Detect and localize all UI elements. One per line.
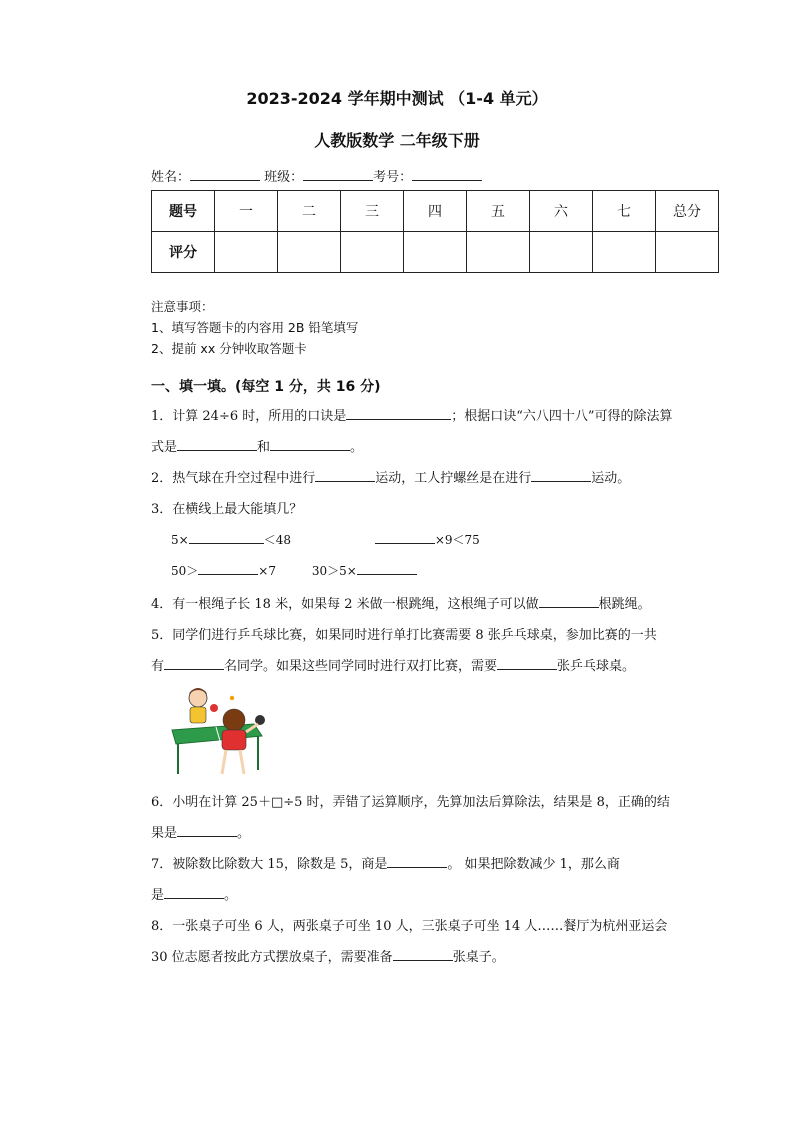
question-text: 1．计算 24÷6 时，所用的口诀是 — [151, 409, 347, 424]
question-5-line-1: 5．同学们进行乒乓球比赛，如果同时进行单打比赛需要 8 张乒乓球桌，参加比赛的一共 — [151, 628, 657, 643]
notes — [151, 296, 358, 359]
question-6-line-1: 6．小明在计算 25＋□÷5 时，弄错了运算顺序，先算加法后算除法，结果是 8，正确的结 — [151, 795, 670, 810]
girl-head — [223, 709, 245, 731]
score-cell: 题号 — [152, 191, 215, 232]
paddle-1 — [210, 704, 218, 712]
notes-heading: 注意事项： — [151, 299, 214, 314]
score-table-header-row — [152, 191, 719, 232]
exam-no-label: 考号： — [373, 170, 413, 185]
ball — [230, 696, 234, 700]
question-3: 3．在横线上最大能填几？ — [151, 502, 303, 517]
question-text: 根跳绳。 — [598, 597, 651, 612]
answer-blank[interactable] — [164, 656, 224, 670]
question-text: 和 — [257, 440, 271, 455]
score-entry[interactable] — [530, 232, 593, 273]
question-text: 。 — [350, 440, 364, 455]
question-1-line-1 — [151, 405, 673, 424]
score-cell: 七 — [593, 191, 656, 232]
question-6-line-2 — [151, 822, 250, 841]
question-text: 。 — [224, 888, 238, 903]
score-entry[interactable] — [341, 232, 404, 273]
answer-blank[interactable] — [164, 885, 224, 899]
exam-no-blank[interactable] — [412, 168, 482, 181]
answer-blank[interactable] — [539, 594, 599, 608]
score-cell: 四 — [404, 191, 467, 232]
score-cell: 五 — [467, 191, 530, 232]
question-4 — [151, 593, 651, 612]
score-cell: 二 — [278, 191, 341, 232]
question-5-line-2 — [151, 655, 635, 674]
question-text: 7．被除数比除数大 15，除数是 5，商是 — [151, 857, 388, 872]
name-blank[interactable] — [190, 168, 260, 181]
table-tennis-illustration — [168, 684, 276, 776]
question-text: 50＞ — [171, 564, 199, 578]
boy-shirt — [190, 707, 206, 723]
answer-blank[interactable] — [346, 406, 451, 420]
notes-item: 1、填写答题卡的内容用 2B 铅笔填写 — [151, 320, 359, 335]
question-text: 是 — [151, 888, 165, 903]
question-text: 运动，工人拧螺丝是在进行 — [375, 471, 532, 486]
name-label: 姓名： — [151, 170, 191, 185]
answer-blank[interactable] — [198, 561, 258, 575]
question-3-row-2 — [171, 561, 417, 579]
student-info — [151, 166, 482, 185]
score-table-score-row — [152, 232, 719, 273]
answer-blank[interactable] — [177, 823, 237, 837]
score-entry[interactable] — [404, 232, 467, 273]
question-text: 果是 — [151, 826, 178, 841]
score-cell: 总分 — [656, 191, 719, 232]
score-table — [151, 190, 719, 273]
question-text: 有 — [151, 659, 165, 674]
question-7-line-1 — [151, 853, 620, 872]
question-3-row-1 — [171, 530, 480, 548]
question-2 — [151, 467, 630, 486]
question-text: 2．热气球在升空过程中进行 — [151, 471, 316, 486]
question-text: 式是 — [151, 440, 178, 455]
girl-shirt — [222, 730, 246, 750]
score-cell: 六 — [530, 191, 593, 232]
notes-item: 2、提前 xx 分钟收取答题卡 — [151, 341, 307, 356]
question-text: 张桌子。 — [452, 950, 505, 965]
question-text: 运动。 — [591, 471, 631, 486]
class-label: 班级： — [264, 170, 304, 185]
answer-blank[interactable] — [315, 468, 375, 482]
question-text: 30 位志愿者按此方式摆放桌子，需要准备 — [151, 950, 393, 965]
question-8-line-2 — [151, 946, 505, 965]
score-row-label: 评分 — [152, 232, 215, 273]
question-text: ；根据口诀“六八四十八”可得的除法算 — [451, 409, 673, 424]
question-8-line-1: 8．一张桌子可坐 6 人，两张桌子可坐 10 人，三张桌子可坐 14 人……餐厅为杭州亚运会 — [151, 919, 668, 934]
question-text: ＜48 — [263, 533, 291, 547]
answer-blank[interactable] — [357, 561, 417, 575]
question-text: 名同学。如果这些同学同时进行双打比赛，需要 — [224, 659, 498, 674]
class-blank[interactable] — [303, 168, 373, 181]
answer-blank[interactable] — [387, 854, 447, 868]
question-7-line-2 — [151, 884, 237, 903]
answer-blank[interactable] — [270, 437, 350, 451]
score-cell: 一 — [215, 191, 278, 232]
score-entry[interactable] — [467, 232, 530, 273]
question-text: 5× — [171, 533, 189, 547]
score-entry[interactable] — [656, 232, 719, 273]
question-text: 张乒乓球桌。 — [557, 659, 636, 674]
answer-blank[interactable] — [393, 947, 453, 961]
question-text: 。 如果把除数减少 1，那么商 — [447, 857, 620, 872]
score-entry[interactable] — [215, 232, 278, 273]
score-entry[interactable] — [278, 232, 341, 273]
score-entry[interactable] — [593, 232, 656, 273]
answer-blank[interactable] — [189, 530, 264, 544]
answer-blank[interactable] — [375, 530, 435, 544]
exam-subtitle: 人教版数学 二年级下册 — [314, 131, 480, 150]
answer-blank[interactable] — [497, 656, 557, 670]
question-text: 。 — [237, 826, 251, 841]
score-cell: 三 — [341, 191, 404, 232]
question-text: 30＞5× — [311, 564, 357, 578]
question-1-line-2 — [151, 436, 363, 455]
exam-title: 2023-2024 学年期中测试 （1-4 单元） — [246, 89, 548, 108]
answer-blank[interactable] — [531, 468, 591, 482]
question-text: ×7 — [258, 564, 276, 578]
question-text: ×9＜75 — [434, 533, 480, 547]
question-text: 4．有一根绳子长 18 米，如果每 2 米做一根跳绳，这根绳子可以做 — [151, 597, 539, 612]
table-top-shape — [172, 724, 262, 744]
section-title: 一、填一填。(每空 1 分，共 16 分) — [151, 379, 381, 395]
answer-blank[interactable] — [177, 437, 257, 451]
